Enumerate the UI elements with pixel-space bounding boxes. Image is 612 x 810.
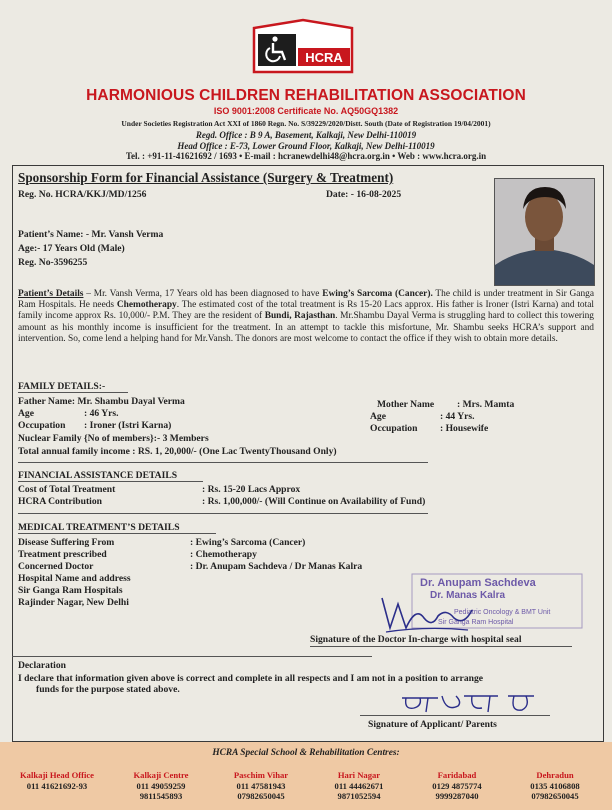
footer-title: HCRA Special School & Rehabilitation Centres: (212, 748, 400, 758)
disease-value: : Ewing’s Sarcoma (Cancer) (190, 537, 306, 548)
financial-underline (18, 481, 203, 482)
divider-3 (12, 656, 372, 657)
head-office: Head Office : E-73, Lower Ground Floor, Kalkaji, New Delhi-110019 (177, 141, 435, 151)
mother-name-label: Mother Name (377, 399, 435, 410)
financial-heading: FINANCIAL ASSISTANCE DETAILS (18, 470, 178, 481)
centre-kalkaji-head-office: Kalkaji Head Office 011 41621692-93 (20, 770, 94, 791)
svg-text:Dr. Anupam Sachdeva: Dr. Anupam Sachdeva (420, 577, 536, 589)
doctor-signature-scribble (376, 588, 476, 638)
patient-reg-no: Reg. No-3596255 (18, 257, 88, 268)
medical-heading: MEDICAL TREATMENT’S DETAILS (18, 522, 180, 533)
svg-text:Dr. Manas Kalra: Dr. Manas Kalra (430, 590, 506, 601)
doctor-signature-label: Signature of the Doctor In-charge with hospital seal (310, 634, 522, 645)
father-age-label: Age (18, 408, 34, 419)
logo-text: HCRA (305, 50, 343, 65)
iso-certificate: ISO 9001:2008 Certificate No. AQ50GQ1382 (213, 106, 399, 116)
place-bold: Bundi, Rajasthan (264, 311, 336, 322)
mother-age-label: Age (370, 411, 386, 422)
annual-income: Total annual family income : RS. 1, 20,000/- (One Lac TwentyThousand Only) (18, 446, 337, 457)
father-age: : 46 Yrs. (84, 408, 119, 419)
svg-text:Pediatric Oncology & BMT Unit: Pediatric Oncology & BMT Unit (454, 609, 551, 616)
contact-line: Tel. : +91-11-41621692 / 1693 • E-mail : hcranewdelhi48@hcra.org.in • Web : www.hcra.org.in (125, 151, 487, 161)
patient-name: Patient’s Name: - Mr. Vansh Verma (18, 229, 164, 240)
nuclear-family: Nuclear Family {No of members}:- 3 Members (18, 433, 209, 444)
medical-underline (18, 533, 216, 534)
doctor-label: Concerned Doctor (18, 561, 94, 572)
family-heading: FAMILY DETAILS:- (18, 381, 106, 392)
mother-age: : 44 Yrs. (440, 411, 475, 422)
hospital-name: Sir Ganga Ram Hospitals (18, 585, 123, 596)
doctor-value: : Dr. Anupam Sachdeva / Dr Manas Kalra (190, 561, 363, 572)
patient-details-paragraph: Patient’s Details – Mr. Vansh Verma, 17 Years old has been diagnosed to have Ewing’s Sarcoma (Cancer). The child is under treatment in Sir Ganga Ram Hospitals. He needs Chemotherapy. The estimated cost of the total treatment is Rs 15-20 Lacs approx. His father is Ironer (Istri Karna) and total family income approx Rs. 10,000/- P.M. They are the resident of Bundi, Rajasthan. Mr.Shambu Dayal Verma is struggling hard to collect this towering amount as his monthly income is insufficient for the treatment. In an attempt to tackle this misfortune, Mr. Shambu seeks HCRA’s support and intervention. So, come lend a helping hand for Mr.Vansh. The donors are most welcome to contact the office if they wish to obtain more details. (18, 289, 594, 344)
form-date: Date: - 16-08-2025 (326, 189, 402, 200)
registration-line: Under Societies Registration Act XXI of 1860 Regn. No. S/39229/2020/Distt. South (Date of Registration 19/04/2001) (121, 119, 491, 128)
therapy-bold: Chemotherapy (116, 300, 177, 311)
treatment-value: : Chemotherapy (190, 549, 257, 560)
declaration-text-2: funds for the purpose stated above. (36, 684, 180, 695)
hospital-address: Rajinder Nagar, New Delhi (18, 597, 129, 608)
disease-label: Disease Suffering From (18, 537, 115, 548)
org-name: HARMONIOUS CHILDREN REHABILITATION ASSOCIATION (86, 87, 526, 104)
declaration-heading: Declaration (18, 660, 66, 671)
doctor-signature-line (310, 646, 572, 647)
svg-text:Sir Ganga Ram Hospital: Sir Ganga Ram Hospital (438, 619, 514, 626)
reg-no: Reg. No. HCRA/KKJ/MD/1256 (18, 189, 147, 200)
disease-bold: Ewing’s Sarcoma (Cancer). (322, 289, 433, 299)
contribution-label: HCRA Contribution (18, 496, 102, 507)
centre-hari-nagar: Hari Nagar 011 44462671 9871052594 (334, 770, 384, 801)
patient-photo (494, 178, 595, 286)
contribution-value: : Rs. 1,00,000/- (Will Continue on Availability of Fund) (202, 496, 426, 507)
hcra-logo (246, 18, 360, 74)
mother-occupation: : Housewife (440, 423, 489, 434)
father-name: Father Name: Mr. Shambu Dayal Verma (18, 396, 185, 407)
hospital-label: Hospital Name and address (18, 573, 131, 584)
mother-occupation-label: Occupation (370, 423, 418, 434)
treatment-label: Treatment prescribed (18, 549, 107, 560)
father-occupation-label: Occupation (18, 420, 66, 431)
applicant-signature-line (360, 715, 550, 716)
patient-age: Age:- 17 Years Old (Male) (18, 243, 125, 254)
divider-1 (18, 462, 428, 463)
family-underline (18, 392, 128, 393)
applicant-signature-scribble (398, 684, 538, 718)
mother-name: : Mrs. Mamta (457, 399, 515, 410)
cost-label: Cost of Total Treatment (18, 484, 116, 495)
father-occupation: : Ironer (Istri Karna) (84, 420, 172, 431)
regd-office: Regd. Office : B 9 A, Basement, Kalkaji, New Delhi-110019 (195, 130, 417, 140)
declaration-text-1: I declare that information given above is correct and complete in all respects and I am not in a position to arrange (18, 673, 484, 684)
divider-2 (18, 513, 428, 514)
details-label: Patient’s Details (18, 289, 84, 299)
cost-value: : Rs. 15-20 Lacs Approx (202, 484, 301, 495)
centre-paschim-vihar: Paschim Vihar 011 47581943 07982650045 (233, 770, 289, 801)
centre-dehradun: Dehradun 0135 4106808 07982650045 (530, 770, 580, 801)
applicant-signature-label: Signature of Applicant/ Parents (368, 719, 497, 730)
form-title: Sponsorship Form for Financial Assistance (Surgery & Treatment) (18, 170, 394, 185)
centre-kalkaji: Kalkaji Centre 011 49059259 9811545893 (133, 770, 189, 801)
centre-faridabad: Faridabad 0129 4875774 9999287040 (432, 770, 482, 801)
